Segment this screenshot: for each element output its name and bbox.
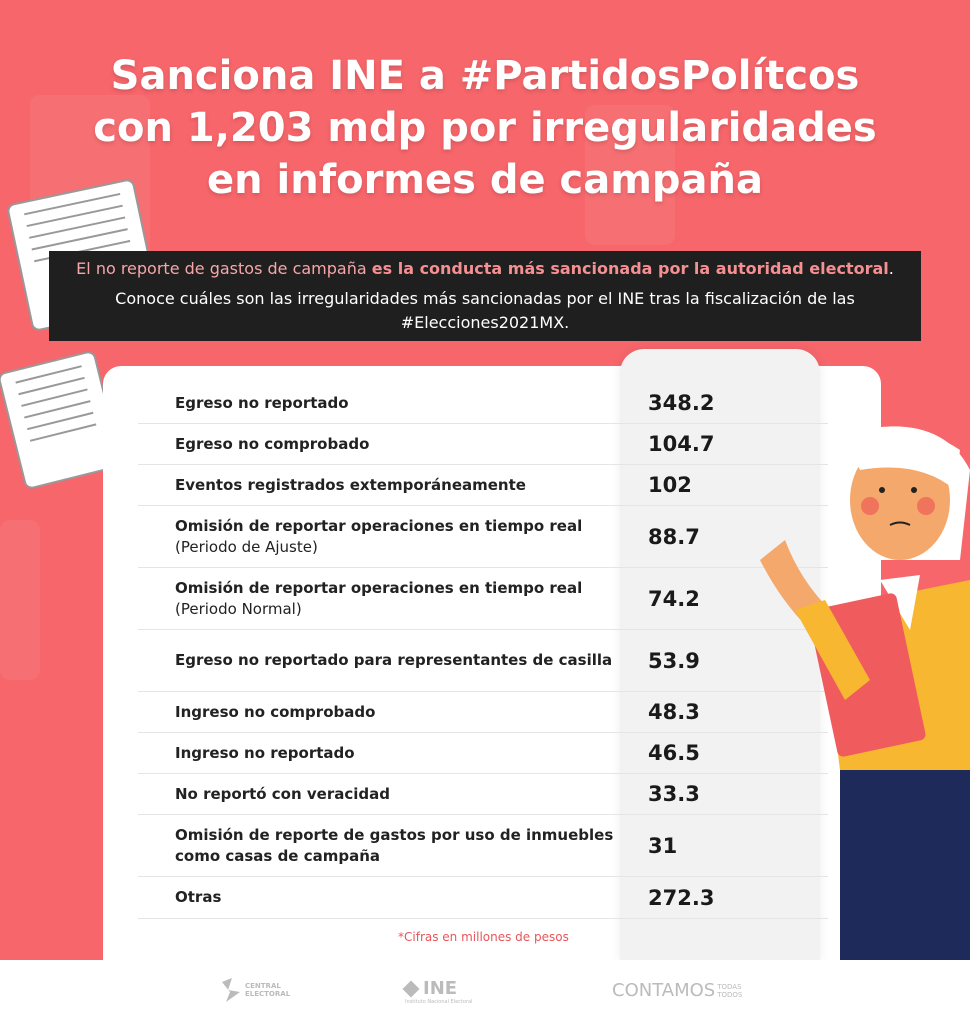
background-document-shape [0,520,40,680]
row-label [138,825,618,867]
row-label-text: Eventos registrados extemporáneamente [175,475,526,494]
central-electoral-text: CENTRAL ELECTORAL [245,982,291,998]
row-value: 48.3 [648,700,700,724]
table-row [138,774,828,815]
row-label-text: Omisión de reportar operaciones en tiempo real [175,516,583,535]
row-label [138,702,618,723]
row-label [138,650,618,671]
contamos-sub2: TODOS [717,990,743,999]
info-banner [49,251,921,341]
central-electoral-icon [220,978,242,1002]
row-label [138,393,618,414]
row-label [138,475,618,496]
row-value: 74.2 [648,586,700,611]
row-value: 102 [648,473,692,497]
row-label-text: Egreso no comprobado [175,434,370,453]
title-line: en informes de campaña [206,157,764,203]
row-value: 348.2 [648,391,715,415]
ine-logo [405,978,472,1005]
row-label [138,784,618,805]
woman-illustration [750,410,970,960]
row-label [138,516,618,558]
ine-diamond-icon [403,980,420,997]
banner-text: . [888,259,894,278]
contamos-logo [612,980,742,1001]
banner-text: El no reporte de gastos de campaña [76,259,372,278]
contamos-text: CONTAMOS [612,980,716,1001]
row-value: 53.9 [648,648,700,673]
table-row [138,630,828,692]
page-title [0,50,970,206]
banner-line-2: Conoce cuáles son las irregularidades más sancionadas por el INE tras la fiscalización de las #Elecciones2021MX. [115,289,855,332]
table-row [138,424,828,465]
row-label-text: Omisión de reportar operaciones en tiempo real [175,578,583,597]
row-label-text: Egreso no reportado [175,393,349,412]
banner-line-1 [69,257,901,281]
row-value: 272.3 [648,885,715,910]
table-row [138,877,828,919]
row-value: 88.7 [648,524,700,549]
title-line: Sanciona INE a #PartidosPolítcos [110,53,860,99]
table-row [138,506,828,568]
row-label [138,434,618,455]
contamos-subtext [717,983,742,999]
footer [0,960,970,1024]
row-label-text: Ingreso no comprobado [175,702,376,721]
table-row [138,465,828,506]
row-label [138,887,618,908]
row-label [138,743,618,764]
table-row [138,568,828,630]
table-row [138,692,828,733]
sanctions-table [138,383,828,919]
table-row [138,733,828,774]
title-line: con 1,203 mdp por irregularidades [93,105,877,151]
ine-text: INE [423,978,458,999]
row-label-text: Otras [175,888,222,906]
table-row [138,383,828,424]
contamos-sub1: TODAS [717,982,742,991]
row-label-text: Ingreso no reportado [175,743,355,762]
row-value: 33.3 [648,782,700,806]
row-value: 104.7 [648,432,715,456]
central-electoral-logo [220,978,291,1002]
row-value: 31 [648,833,678,858]
row-value: 46.5 [648,741,700,765]
row-label-sub: (Periodo Normal) [175,599,302,618]
ine-subtext: Instituto Nacional Electoral [405,999,473,1005]
row-label [138,578,618,620]
row-label-text: No reportó con veracidad [175,784,390,803]
footnote: *Cifras en millones de pesos [398,930,569,944]
table-row [138,815,828,877]
row-label-text: Omisión de reporte de gastos por uso de inmuebles como casas de campaña [175,825,614,865]
row-label-sub: (Periodo de Ajuste) [175,537,318,556]
banner-highlight: es la conducta más sancionada por la autoridad electoral [371,259,889,278]
row-label-text: Egreso no reportado para representantes de casilla [175,651,613,669]
